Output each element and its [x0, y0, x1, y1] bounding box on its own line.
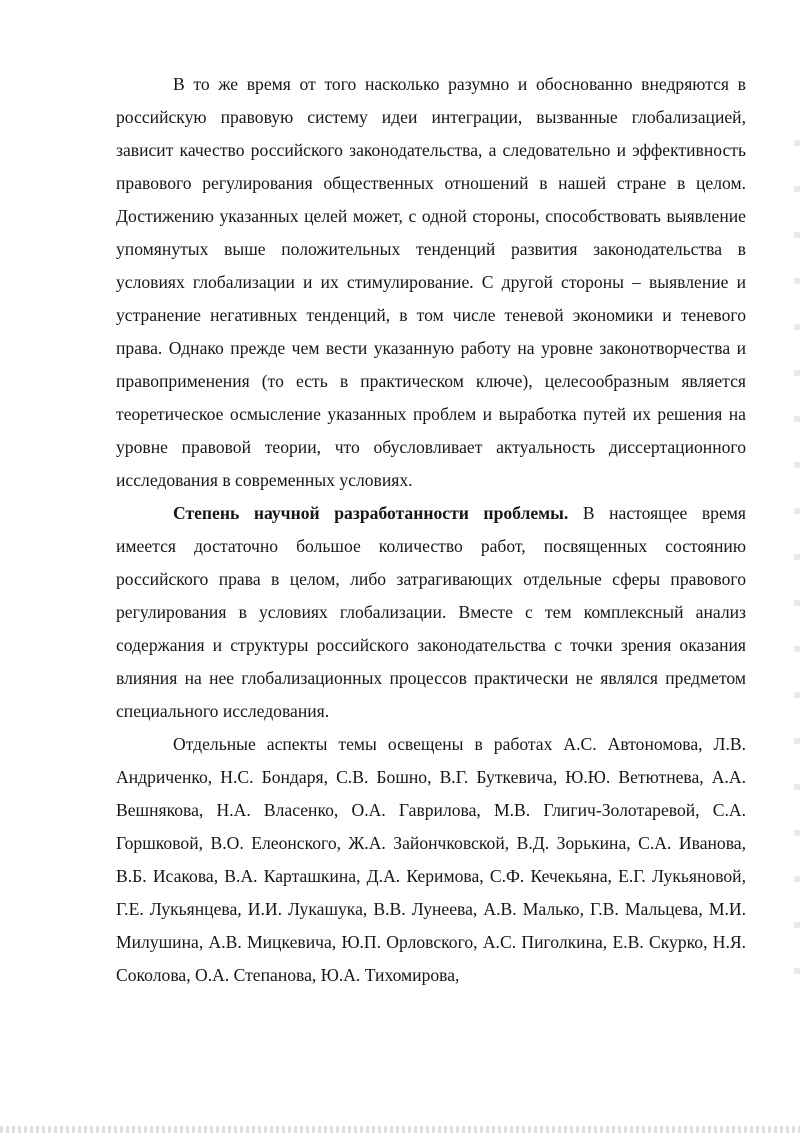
paragraph-authors-list-text: Отдельные аспекты темы освещены в работах А.С. Автономова, Л.В. Андриченко, Н.С. Бондаря, С.В. Бошно, В.Г. Буткевича, Ю.Ю. Ветютнева, А.А. Вешнякова, Н.А. Власенко, О.А. Гаврилова, М.В. Глигич-Золотаревой, С.А. Горшковой, В.О. Елеонского, Ж.А. Зайончковской, В.Д. Зорькина, С.А. Иванова, В.Б. Исакова, В.А. Карташкина, Д.А. Керимова, С.Ф. Кечекьяна, Е.Г. Лукьяновой, Г.Е. Лукьянцева, И.И. Лукашука, В.В. Лунеева, А.В. Малько, Г.В. Мальцева, М.И. Милушина, А.В. Мицкевича, Ю.П. Орловского, А.С. Пиголкина, Е.В. Скурко, Н.Я. Соколова, О.А. Степанова, Ю.А. Тихомирова,: [116, 734, 746, 985]
paragraph-relevance-text: В то же время от того насколько разумно и обоснованно внедряются в российскую правовую систему идеи интеграции, вызванные глобализацией, зависит качество российского законодательства, а следовательно и эффективность правового регулирования общественных отношений в нашей стране в целом. Достижению указанных целей может, с одной стороны, способствовать выявление упомянутых выше положительных тенденций развития законодательства в условиях глобализации и их стимулирование. С другой стороны – выявление и устранение негативных тенденций, в том числе теневой экономики и теневого права. Однако прежде чем вести указанную работу на уровне законотворчества и правоприменения (то есть в практическом ключе), целесообразным является теоретическое осмысление указанных проблем и выработка путей их решения на уровне правовой теории, что обусловливает актуальность диссертационного исследования в современных условиях.: [116, 74, 746, 490]
paragraph-research-degree-text: В настоящее время имеется достаточно большое количество работ, посвященных состоянию российского права в целом, либо затрагивающих отдельные сферы правового регулирования в условиях глобализации. Вместе с тем комплексный анализ содержания и структуры российского законодательства с точки зрения оказания влияния на нее глобализационных процессов практически не являлся предметом специального исследования.: [116, 503, 747, 721]
section-heading-research-degree: Степень научной разработанности проблемы.: [173, 503, 569, 523]
scan-bottom-artifact: [0, 1126, 800, 1133]
scan-edge-artifact: [794, 100, 800, 1000]
paragraph-authors-list: [116, 728, 746, 992]
paragraph-relevance: [116, 68, 746, 497]
paragraph-research-degree: [116, 497, 746, 728]
document-body: [116, 68, 746, 992]
